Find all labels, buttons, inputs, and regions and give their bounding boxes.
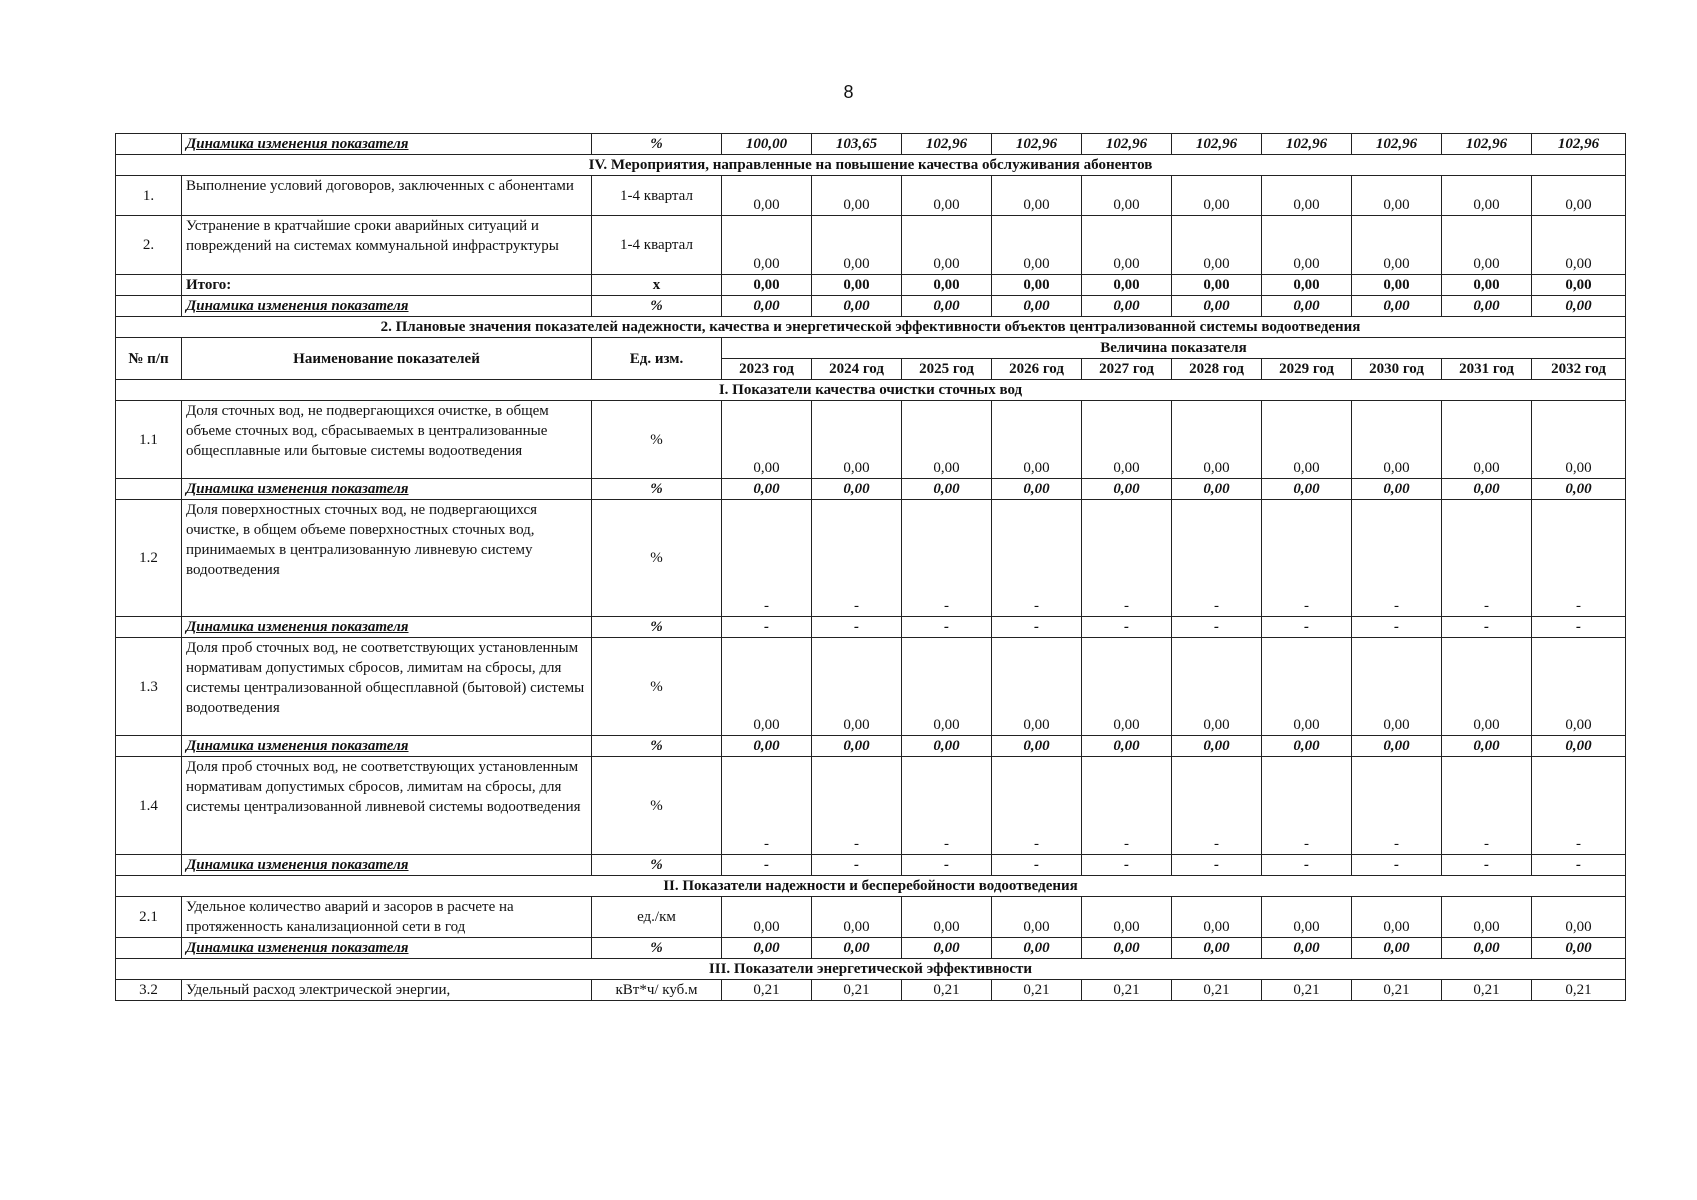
indicator-name: Устранение в кратчайшие сроки аварийных ситуаций и повреждений на системах коммунальной инфраструктуры (182, 216, 592, 275)
indicator-name: Динамика изменения показателя (182, 855, 592, 876)
value-cell: 0,00 (812, 897, 902, 938)
row-number (116, 275, 182, 296)
value-cell: 0,21 (1172, 980, 1262, 1001)
value-cell: 0,21 (1442, 980, 1532, 1001)
value-cell: - (1352, 855, 1442, 876)
unit-cell: % (592, 134, 722, 155)
value-cell: 0,00 (1172, 897, 1262, 938)
value-cell: 0,00 (1082, 638, 1172, 736)
value-cell: 0,00 (1262, 897, 1352, 938)
dynamics-row (116, 938, 1626, 959)
value-cell: 0,00 (902, 638, 992, 736)
value-cell: - (1532, 617, 1626, 638)
unit-cell: % (592, 736, 722, 757)
value-cell: - (1532, 855, 1626, 876)
value-cell: 0,00 (1532, 638, 1626, 736)
header-year: 2029 год (1262, 359, 1352, 380)
value-cell: 0,00 (902, 216, 992, 275)
value-cell: 0,00 (1262, 296, 1352, 317)
header-row (116, 338, 1626, 359)
value-cell: 0,00 (1172, 176, 1262, 216)
table-row (116, 216, 1626, 275)
value-cell: 0,00 (1082, 275, 1172, 296)
indicator-name: Выполнение условий договоров, заключенных с абонентами (182, 176, 592, 216)
indicator-name: Удельное количество аварий и засоров в расчете на протяженность канализационной сети в год (182, 897, 592, 938)
dynamics-row (116, 134, 1626, 155)
indicator-name: Удельный расход электрической энергии, (182, 980, 592, 1001)
indicator-name: Итого: (182, 275, 592, 296)
header-year: 2032 год (1532, 359, 1626, 380)
value-cell: 0,00 (1352, 216, 1442, 275)
table-row (116, 176, 1626, 216)
header-year: 2030 год (1352, 359, 1442, 380)
value-cell: - (1532, 500, 1626, 617)
row-number: 1.1 (116, 401, 182, 479)
row-number (116, 617, 182, 638)
value-cell: 0,00 (1442, 176, 1532, 216)
unit-cell: % (592, 855, 722, 876)
value-cell: - (902, 855, 992, 876)
value-cell: 0,00 (992, 638, 1082, 736)
dynamics-row (116, 855, 1626, 876)
value-cell: - (1082, 757, 1172, 855)
value-cell: 0,00 (902, 401, 992, 479)
value-cell: 102,96 (1172, 134, 1262, 155)
section-title: 2. Плановые значения показателей надежности, качества и энергетической эффективности объектов централизованной системы водоотведения (116, 317, 1626, 338)
value-cell: 0,00 (1172, 401, 1262, 479)
value-cell: 0,00 (812, 275, 902, 296)
indicator-name: Динамика изменения показателя (182, 617, 592, 638)
value-cell: 0,00 (1442, 897, 1532, 938)
row-number: 1.3 (116, 638, 182, 736)
value-cell: 0,00 (1172, 296, 1262, 317)
value-cell: 0,00 (812, 479, 902, 500)
dynamics-row (116, 736, 1626, 757)
row-number: 3.2 (116, 980, 182, 1001)
row-number (116, 938, 182, 959)
value-cell: 0,00 (1262, 938, 1352, 959)
value-cell: 0,00 (722, 176, 812, 216)
value-cell: 0,00 (992, 479, 1082, 500)
section-iv (116, 155, 1626, 176)
value-cell: - (722, 855, 812, 876)
header-year: 2028 год (1172, 359, 1262, 380)
header-unit: Ед. изм. (592, 338, 722, 380)
table-row (116, 980, 1626, 1001)
value-cell: - (722, 500, 812, 617)
value-cell: 0,00 (1352, 638, 1442, 736)
value-cell: 0,21 (1082, 980, 1172, 1001)
header-year: 2025 год (902, 359, 992, 380)
value-cell: 0,00 (722, 479, 812, 500)
indicator-name: Доля сточных вод, не подвергающихся очистке, в общем объеме сточных вод, сбрасываемых в централизованные общесплавные или бытовые системы водоотведения (182, 401, 592, 479)
value-cell: 102,96 (992, 134, 1082, 155)
value-cell: 0,00 (1442, 275, 1532, 296)
value-cell: - (1352, 500, 1442, 617)
value-cell: 0,00 (812, 176, 902, 216)
value-cell: 0,00 (1352, 176, 1442, 216)
value-cell: 0,00 (1532, 897, 1626, 938)
value-cell: 0,00 (1352, 938, 1442, 959)
header-year: 2027 год (1082, 359, 1172, 380)
value-cell: - (1442, 500, 1532, 617)
value-cell: 0,00 (1532, 176, 1626, 216)
row-number (116, 855, 182, 876)
value-cell: 103,65 (812, 134, 902, 155)
indicator-name: Доля проб сточных вод, не соответствующих установленным нормативам допустимых сбросов, лимитам на сбросы, для системы централизованной общесплавной (бытовой) системы водоотведения (182, 638, 592, 736)
value-cell: 0,00 (722, 638, 812, 736)
value-cell: - (992, 757, 1082, 855)
indicator-name: Динамика изменения показателя (182, 134, 592, 155)
value-cell: 0,00 (812, 296, 902, 317)
table-row (116, 401, 1626, 479)
value-cell: - (902, 500, 992, 617)
value-cell: 0,00 (1442, 296, 1532, 317)
dynamics-row (116, 296, 1626, 317)
row-number (116, 296, 182, 317)
value-cell: 102,96 (902, 134, 992, 155)
value-cell: 0,21 (1262, 980, 1352, 1001)
value-cell: 0,00 (1172, 479, 1262, 500)
unit-cell: % (592, 638, 722, 736)
value-cell: - (902, 617, 992, 638)
value-cell: - (1532, 757, 1626, 855)
dynamics-row (116, 479, 1626, 500)
unit-cell: % (592, 617, 722, 638)
value-cell: - (992, 500, 1082, 617)
value-cell: 0,00 (1082, 736, 1172, 757)
unit-cell: % (592, 500, 722, 617)
value-cell: 0,21 (722, 980, 812, 1001)
header-name: Наименование показателей (182, 338, 592, 380)
value-cell: 0,00 (722, 296, 812, 317)
value-cell: 0,00 (1172, 638, 1262, 736)
value-cell: 0,00 (1082, 296, 1172, 317)
unit-cell: 1-4 квартал (592, 176, 722, 216)
value-cell: - (722, 757, 812, 855)
part2-title (116, 317, 1626, 338)
value-cell: 0,00 (1172, 275, 1262, 296)
header-year: 2031 год (1442, 359, 1532, 380)
value-cell: - (812, 757, 902, 855)
value-cell: 0,00 (812, 401, 902, 479)
section-title: IV. Мероприятия, направленные на повышение качества обслуживания абонентов (116, 155, 1626, 176)
value-cell: 0,21 (1352, 980, 1442, 1001)
value-cell: 0,21 (1532, 980, 1626, 1001)
value-cell: 0,00 (812, 638, 902, 736)
value-cell: - (722, 617, 812, 638)
value-cell: - (1172, 757, 1262, 855)
value-cell: 0,00 (992, 897, 1082, 938)
value-cell: - (1082, 500, 1172, 617)
value-cell: 0,00 (992, 736, 1082, 757)
value-cell: 0,00 (1532, 296, 1626, 317)
indicator-name: Доля поверхностных сточных вод, не подвергающихся очистке, в общем объеме поверхностных сточных вод, принимаемых в централизованную ливневую систему водоотведения (182, 500, 592, 617)
value-cell: 0,00 (1352, 296, 1442, 317)
value-cell: 0,00 (992, 176, 1082, 216)
unit-cell: кВт*ч/ куб.м (592, 980, 722, 1001)
value-cell: 0,00 (992, 216, 1082, 275)
value-cell: - (812, 617, 902, 638)
value-cell: - (1442, 855, 1532, 876)
value-cell: 0,00 (1352, 897, 1442, 938)
value-cell: 0,00 (1532, 736, 1626, 757)
header-year: 2026 год (992, 359, 1082, 380)
value-cell: - (992, 617, 1082, 638)
value-cell: 0,00 (992, 401, 1082, 479)
value-cell: - (1352, 757, 1442, 855)
value-cell: 0,00 (1352, 401, 1442, 479)
value-cell: 0,00 (992, 296, 1082, 317)
value-cell: 0,00 (1352, 736, 1442, 757)
value-cell: 0,00 (1082, 216, 1172, 275)
value-cell: 102,96 (1442, 134, 1532, 155)
table-row (116, 897, 1626, 938)
indicator-name: Доля проб сточных вод, не соответствующих установленным нормативам допустимых сбросов, лимитам на сбросы, для системы централизованной ливневой системы водоотведения (182, 757, 592, 855)
value-cell: 0,00 (1262, 176, 1352, 216)
value-cell: 0,00 (1352, 275, 1442, 296)
value-cell: 0,00 (902, 897, 992, 938)
indicators-table (115, 133, 1626, 1001)
value-cell: 0,00 (1082, 176, 1172, 216)
value-cell: 0,00 (722, 938, 812, 959)
indicator-name: Динамика изменения показателя (182, 296, 592, 317)
value-cell: 0,21 (992, 980, 1082, 1001)
value-cell: 0,00 (902, 736, 992, 757)
value-cell: 100,00 (722, 134, 812, 155)
value-cell: - (992, 855, 1082, 876)
value-cell: 0,00 (722, 216, 812, 275)
row-number: 1. (116, 176, 182, 216)
value-cell: 0,00 (1442, 401, 1532, 479)
value-cell: 0,00 (1262, 736, 1352, 757)
header-year: 2023 год (722, 359, 812, 380)
value-cell: 0,21 (812, 980, 902, 1001)
value-cell: 0,00 (812, 938, 902, 959)
value-cell: 0,00 (1262, 638, 1352, 736)
row-number (116, 736, 182, 757)
section-i (116, 380, 1626, 401)
table-row (116, 638, 1626, 736)
value-cell: 0,00 (1532, 938, 1626, 959)
section-ii (116, 876, 1626, 897)
value-cell: 0,00 (1082, 479, 1172, 500)
value-cell: 0,00 (902, 296, 992, 317)
value-cell: - (1262, 855, 1352, 876)
value-cell: - (1082, 617, 1172, 638)
value-cell: 0,00 (1442, 736, 1532, 757)
value-cell: - (1442, 757, 1532, 855)
value-cell: - (1172, 855, 1262, 876)
value-cell: - (1172, 500, 1262, 617)
value-cell: - (1352, 617, 1442, 638)
value-cell: 0,00 (1262, 216, 1352, 275)
value-cell: 0,00 (1532, 216, 1626, 275)
table-row (116, 275, 1626, 296)
value-cell: 0,21 (902, 980, 992, 1001)
value-cell: 0,00 (902, 479, 992, 500)
value-cell: 0,00 (1172, 216, 1262, 275)
row-number (116, 134, 182, 155)
value-cell: 0,00 (1442, 638, 1532, 736)
value-cell: 102,96 (1082, 134, 1172, 155)
unit-cell: % (592, 296, 722, 317)
unit-cell: 1-4 квартал (592, 216, 722, 275)
value-cell: 0,00 (1172, 938, 1262, 959)
row-number: 1.2 (116, 500, 182, 617)
value-cell: - (1442, 617, 1532, 638)
value-cell: 0,00 (722, 897, 812, 938)
value-cell: 0,00 (992, 938, 1082, 959)
value-cell: 0,00 (812, 736, 902, 757)
value-cell: 0,00 (1082, 938, 1172, 959)
page-number: 8 (843, 82, 854, 102)
section-iii (116, 959, 1626, 980)
value-cell: 0,00 (1262, 479, 1352, 500)
dynamics-row (116, 617, 1626, 638)
row-number: 2.1 (116, 897, 182, 938)
row-number (116, 479, 182, 500)
value-cell: 0,00 (1532, 401, 1626, 479)
value-cell: 0,00 (1352, 479, 1442, 500)
table-row (116, 757, 1626, 855)
value-cell: 0,00 (1172, 736, 1262, 757)
unit-cell: % (592, 401, 722, 479)
value-cell: 102,96 (1532, 134, 1626, 155)
row-number: 2. (116, 216, 182, 275)
value-cell: 0,00 (722, 275, 812, 296)
value-cell: 0,00 (1262, 401, 1352, 479)
indicator-name: Динамика изменения показателя (182, 736, 592, 757)
section-title: II. Показатели надежности и бесперебойности водоотведения (116, 876, 1626, 897)
value-cell: 0,00 (722, 736, 812, 757)
value-cell: 0,00 (902, 275, 992, 296)
indicator-name: Динамика изменения показателя (182, 938, 592, 959)
unit-cell: % (592, 938, 722, 959)
unit-cell: % (592, 757, 722, 855)
header-year: 2024 год (812, 359, 902, 380)
value-cell: 0,00 (1442, 938, 1532, 959)
value-cell: 0,00 (1262, 275, 1352, 296)
value-cell: 0,00 (1442, 479, 1532, 500)
section-title: III. Показатели энергетической эффективности (116, 959, 1626, 980)
value-cell: 0,00 (992, 275, 1082, 296)
unit-cell: x (592, 275, 722, 296)
header-value: Величина показателя (722, 338, 1626, 359)
value-cell: 102,96 (1262, 134, 1352, 155)
value-cell: - (1262, 617, 1352, 638)
value-cell: - (812, 500, 902, 617)
value-cell: 0,00 (902, 176, 992, 216)
value-cell: - (1262, 500, 1352, 617)
value-cell: 0,00 (1082, 401, 1172, 479)
value-cell: 0,00 (1442, 216, 1532, 275)
unit-cell: % (592, 479, 722, 500)
value-cell: 102,96 (1352, 134, 1442, 155)
value-cell: 0,00 (1532, 479, 1626, 500)
value-cell: - (1262, 757, 1352, 855)
value-cell: 0,00 (722, 401, 812, 479)
value-cell: 0,00 (1532, 275, 1626, 296)
section-title: I. Показатели качества очистки сточных вод (116, 380, 1626, 401)
value-cell: - (1172, 617, 1262, 638)
value-cell: 0,00 (812, 216, 902, 275)
value-cell: 0,00 (1082, 897, 1172, 938)
value-cell: - (812, 855, 902, 876)
row-number: 1.4 (116, 757, 182, 855)
value-cell: 0,00 (902, 938, 992, 959)
indicator-name: Динамика изменения показателя (182, 479, 592, 500)
unit-cell: ед./км (592, 897, 722, 938)
value-cell: - (1082, 855, 1172, 876)
header-num: № п/п (116, 338, 182, 380)
value-cell: - (902, 757, 992, 855)
table-row (116, 500, 1626, 617)
